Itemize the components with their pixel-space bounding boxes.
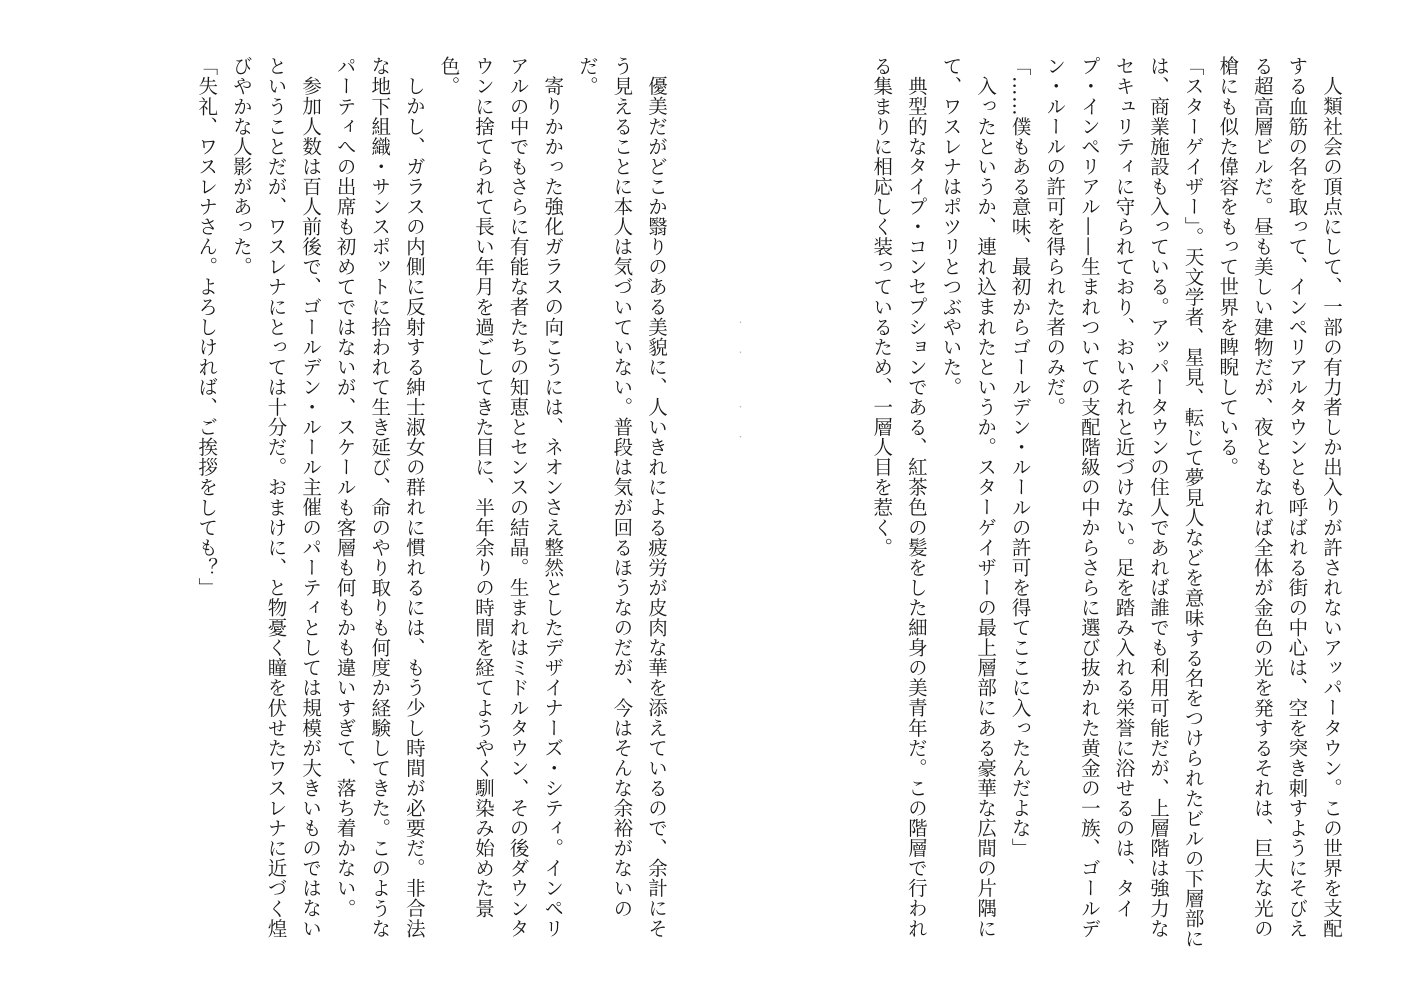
paragraph: 「スターゲイザー」。天文学者、星見、転じて夢見人などを意味する名をつけられたビルの下層部には、商業施設も入っている。アッパータウンの住人であれば誰でも利用可能だが、上層階は強力なセキュリティに守られており、おいそれと近づけない。足を踏み入れる栄誉に浴せるのは、タイプ・インペリアル——生まれついての支配階級の中からさらに選び抜かれた黄金の一族、ゴールデン・ルールの許可を得られた者のみだ。 xyxy=(1043,56,1205,949)
right-page-text xyxy=(864,56,1348,956)
left-page-text xyxy=(189,56,673,956)
gutter-marks: ・・ ・・ xyxy=(736,318,745,463)
right-page xyxy=(707,0,1414,1000)
paragraph: 参加人数は百人前後で、ゴールデン・ルール主催のパーティとしては規模が大きいものではないということだが、ワスレナにとっては十分だ。おまけに、と物憂く瞳を伏せたワスレナに近づく煌びやかな人影があった。 xyxy=(229,56,323,939)
dialogue-line: 「……僕もある意味、最初からゴールデン・ルールの許可を得てここに入ったんだよな」 xyxy=(1008,56,1032,858)
dialogue-line: 「失礼、ワスレナさん。よろしければ、ご挨拶をしても？」 xyxy=(195,56,219,598)
paragraph: 典型的なタイプ・コンセプションである、紅茶色の髪をした細身の美青年だ。この階層で行われる集まりに相応しく装っているため、一層人目を惹く。 xyxy=(870,56,928,938)
paragraph: 寄りかかった強化ガラスの向こうには、ネオンさえ整然としたデザイナーズ・シティ。インペリアルの中でもさらに有能な者たちの知恵とセンスの結晶。生まれはミドルタウン、その後ダウンタウンに捨てられて長い年月を過ごしてきた目に、半年余りの時間を経てようやく馴染み始めた景色。 xyxy=(437,56,565,939)
paragraph: しかし、ガラスの内側に反射する紳士淑女の群れに慣れるには、もう少し時間が必要だ。非合法な地下組織・サンスポットに拾われて生き延び、命のやり取りも何度か経験してきた。このようなパーティへの出席も初めてではないが、スケールも客層も何もかも違いすぎて、落ち着かない。 xyxy=(333,56,426,939)
paragraph: 人類社会の頂点にして、一部の有力者しか出入りが許されないアッパータウン。この世界を支配する血筋の名を取って、インペリアルタウンとも呼ばれる街の中心は、空を突き刺すようにそびえる超高層ビルだ。昼も美しい建物だが、夜ともなれば全体が金色の光を発するそれは、巨大な光の槍にも似た偉容をもって世界を睥睨している。 xyxy=(1216,56,1343,939)
paragraph: 優美だがどこか翳りのある美貌に、人いきれによる疲労が皮肉な華を添えているので、余計にそう見えることに本人は気づいていない。普段は気が回るほうなのだが、今はそんな余裕がないのだ。 xyxy=(575,56,668,938)
paragraph: 入ったというか、連れ込まれたというか。スターゲイザーの最上層部にある豪華な広間の片隅にて、ワスレナはポツリとつぶやいた。 xyxy=(939,56,998,938)
